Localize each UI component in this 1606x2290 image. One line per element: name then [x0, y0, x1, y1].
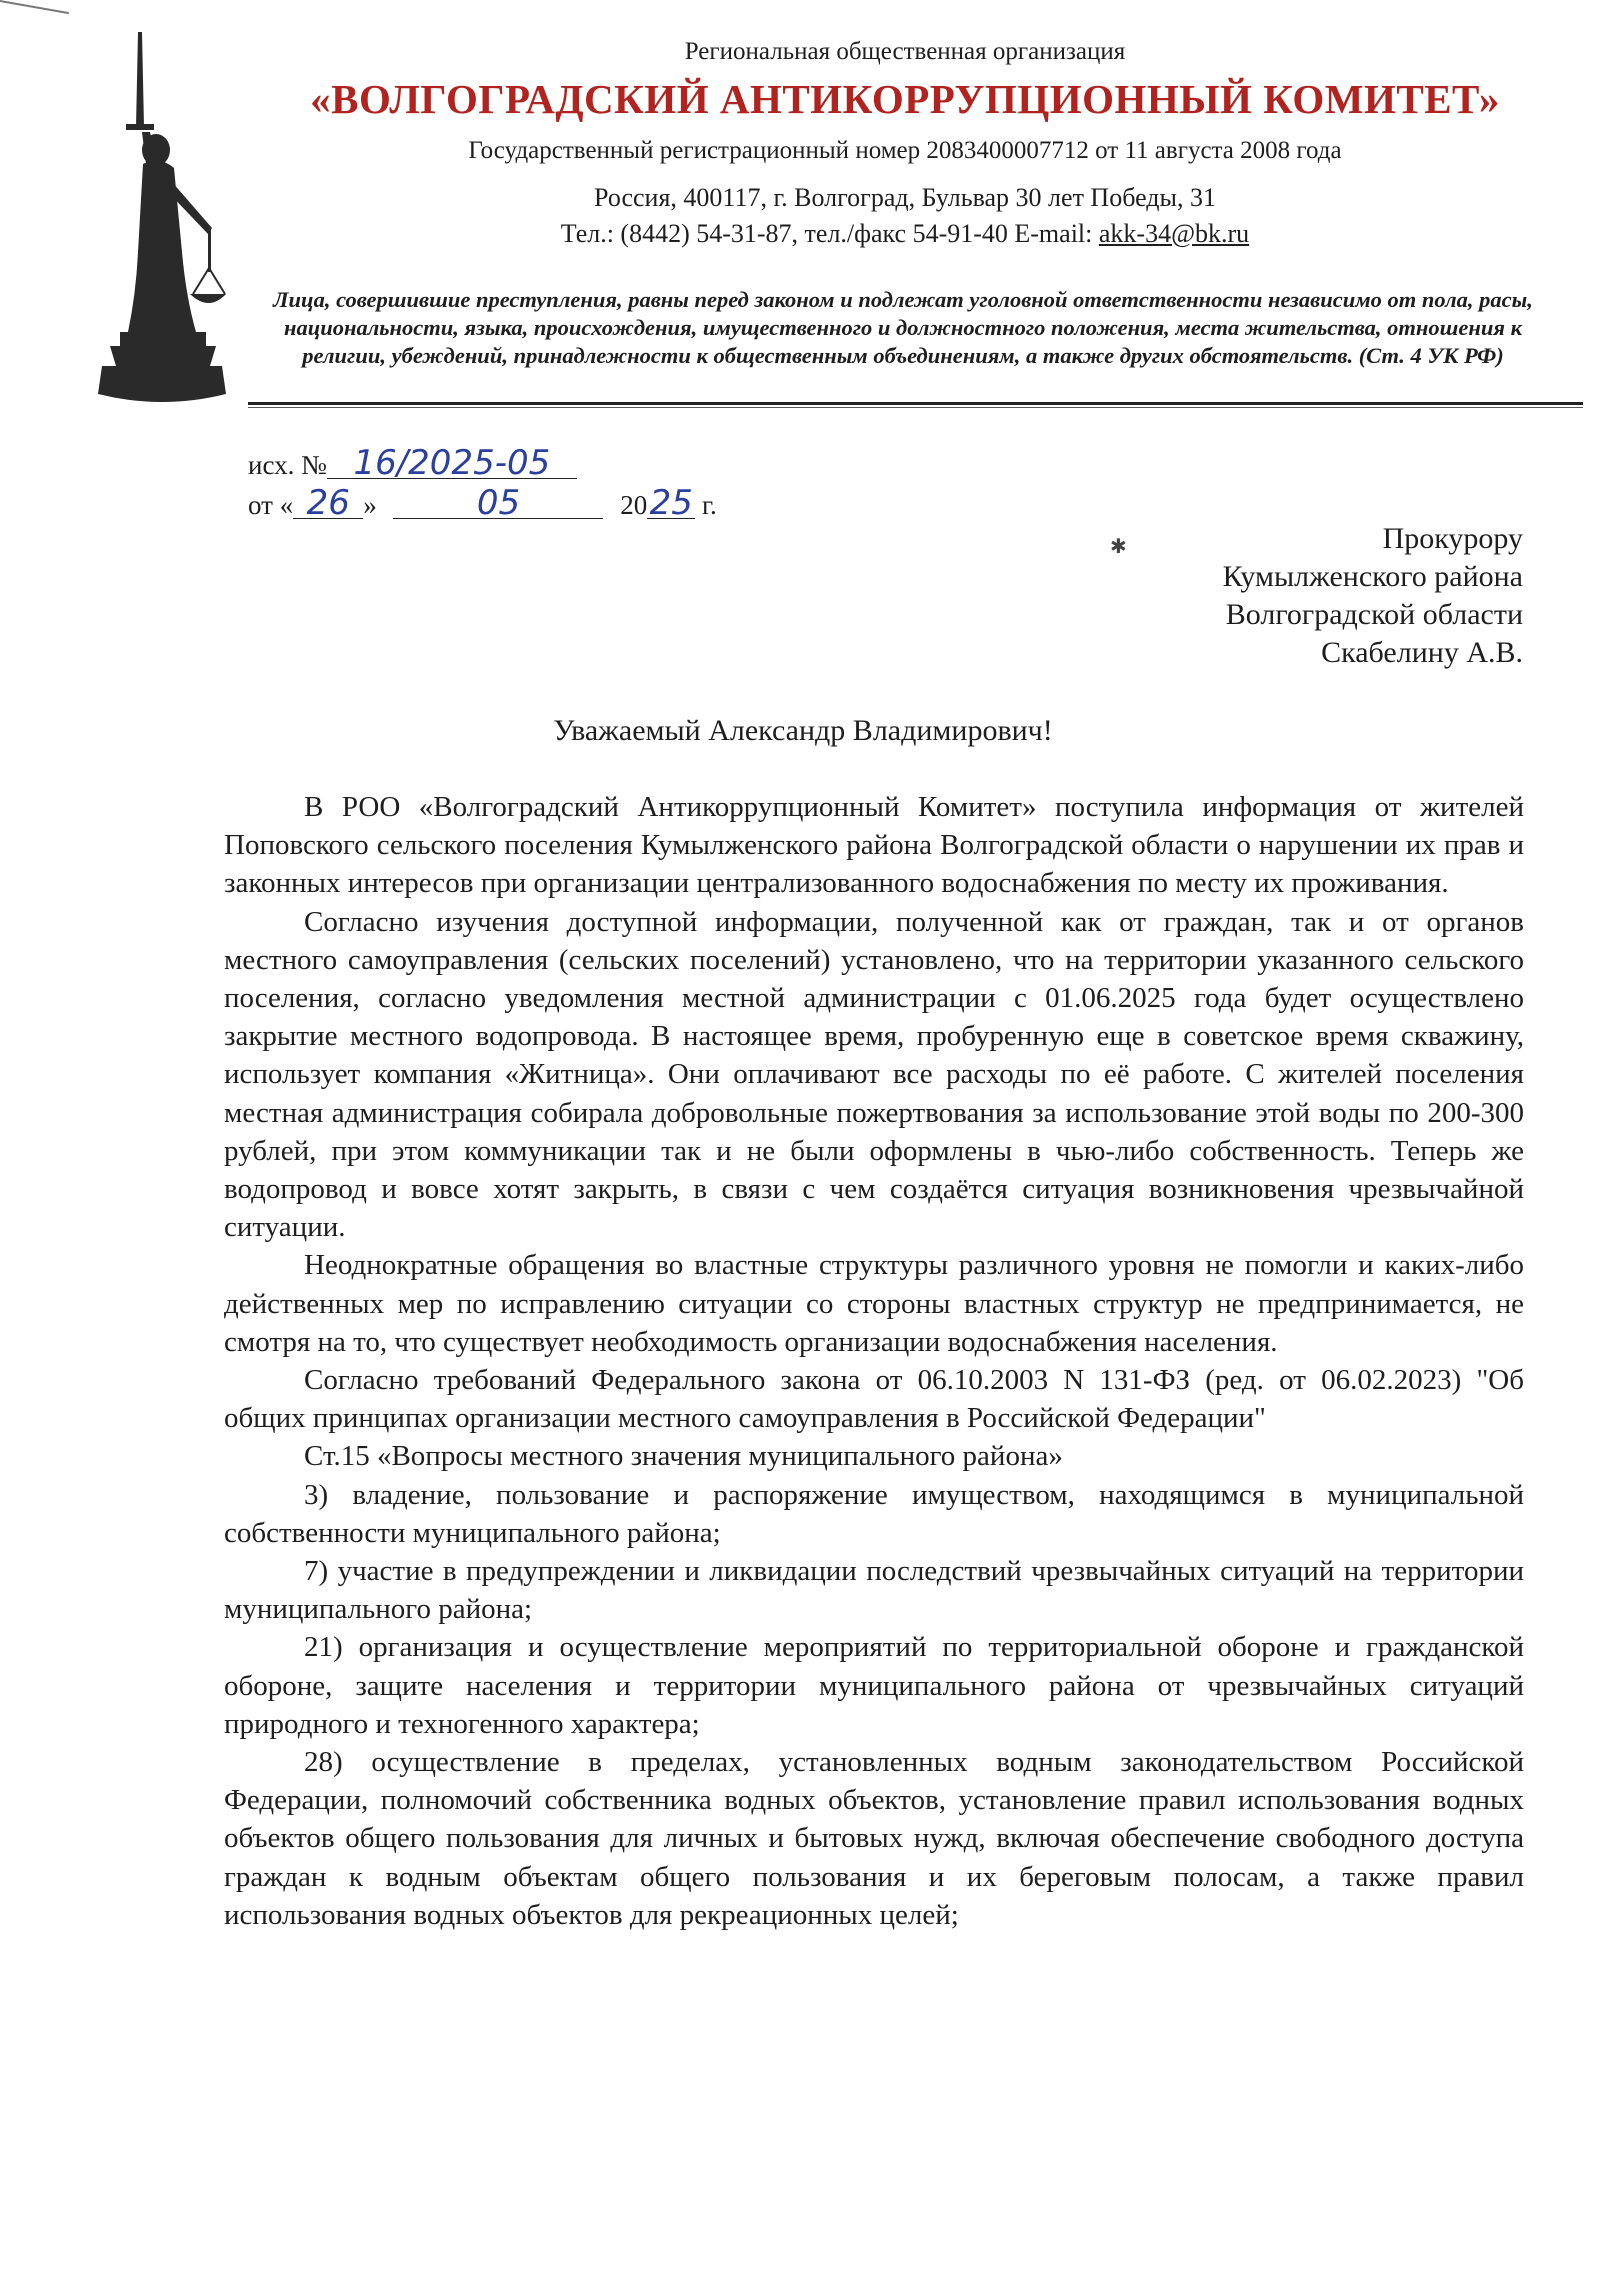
themis-statue-icon: [98, 32, 226, 410]
addressee-line-4: Скабелину А.В.: [1321, 636, 1523, 669]
paragraph-3: Неоднократные обращения во властные структуры различного уровня не помогли и каких-либо действенных мер по исправлению ситуации со стороны властных структур не предпринимается, не смотря на то, что существует необходимость организации водоснабжения населения.: [224, 1249, 1524, 1358]
date-month: 05: [393, 488, 603, 519]
paragraph-9: 28) осуществление в пределах, установленных водным законодательством Российской Федерации, полномочий собственника водных объектов, установление правил использования водных объектов общего пользования для личных и бытовых нужд, включая обеспечение свободного доступа граждан к водным объектам общего пользования и их береговым полосам, а также правил использования водных объектов для рекреационных целей;: [224, 1746, 1524, 1931]
email-link[interactable]: akk-34@bk.ru: [1098, 219, 1250, 248]
paragraph-8: 21) организация и осуществление мероприятий по территориальной обороне и гражданской обороне, защите населения и территории муниципального района от чрезвычайных ситуаций природного и техногенного характера;: [224, 1631, 1524, 1740]
paragraph-1: В РОО «Волгоградский Антикоррупционный Комитет» поступила информация от жителей Поповского сельского поселения Кумылженского района Волгоградской области о нарушении их прав и законных интересов при организации централизованного водоснабжения по месту их проживания.: [224, 791, 1524, 900]
pen-mark: ✱: [1110, 536, 1127, 558]
phone-text: Тел.: (8442) 54-31-87, тел./факс 54-91-40 E-mail:: [560, 219, 1099, 248]
header-divider-thin: [248, 407, 1583, 408]
date-year-suffix: 25: [647, 488, 695, 519]
paragraph-7: 7) участие в предупреждении и ликвидации последствий чрезвычайных ситуаций на территории муниципального района;: [224, 1555, 1524, 1626]
header-divider: [248, 402, 1583, 405]
date-day: 26: [293, 488, 363, 519]
registration-number: Государственный регистрационный номер 2083400007712 от 11 августа 2008 года: [468, 137, 1342, 164]
outgoing-reference: [248, 443, 717, 528]
addressee-line-1: Прокурору: [1382, 522, 1523, 555]
scan-artifact-line: [0, 0, 69, 14]
legal-motto: Лица, совершившие преступления, равны перед законом и подлежат уголовной ответственности независимо от пола, расы, национальности, языка, происхождения, имущественного и должностного положения, места жительства, отношения к религии, убеждений, принадлежности к общественным объединениям, а также других обстоятельств. (Ст. 4 УК РФ): [273, 287, 1533, 368]
date-year-prefix: 20: [620, 490, 648, 520]
paragraph-4: Согласно требований Федерального закона от 06.10.2003 N 131-ФЗ (ред. от 06.02.2023) "Об общих принципах организации местного самоуправления в Российской Федерации": [224, 1364, 1524, 1435]
date-year-end: г.: [695, 490, 717, 520]
paragraph-5: Ст.15 «Вопросы местного значения муниципального района»: [304, 1440, 1063, 1473]
outgoing-number-value: 16/2025-05: [327, 448, 577, 479]
date-prefix: от «: [248, 490, 294, 520]
letterhead: [250, 34, 1560, 252]
org-address: Россия, 400117, г. Волгоград, Бульвар 30 лет Победы, 31: [594, 183, 1216, 212]
org-type: Региональная общественная организация: [684, 38, 1126, 65]
org-contacts: [250, 216, 1560, 252]
addressee-line-3: Волгоградской области: [1225, 598, 1523, 631]
addressee-line-2: Кумылженского района: [1222, 560, 1523, 593]
paragraph-2: Согласно изучения доступной информации, полученной как от граждан, так и от органов местного самоуправления (сельских поселений) установлено, что на территории указанного сельского поселения, согласно уведомления местной администрации с 01.06.2025 года будет осуществлено закрытие местного водопровода. В настоящее время, пробуренную еще в советское время скважину, использует компания «Житница». Они оплачивают все расходы по её работе. С жителей поселения местная администрация собирала добровольные пожертвования за использование этой воды по 200-300 рублей, при этом коммуникации так и не были оформлены в чью-либо собственность. Теперь же водопровод и вовсе хотят закрыть, в связи с чем создаётся ситуация возникновения чрезвычайной ситуации.: [224, 905, 1524, 1244]
date-day-close: »: [363, 490, 377, 520]
salutation: Уважаемый Александр Владимирович!: [553, 714, 1053, 747]
outgoing-number-label: исх. №: [248, 450, 327, 480]
outgoing-number-row: [248, 443, 717, 488]
org-name: «ВОЛГОГРАДСКИЙ АНТИКОРРУПЦИОННЫЙ КОМИТЕТ»: [310, 76, 1500, 122]
addressee-block: [1223, 520, 1523, 672]
letter-body: [224, 788, 1524, 1934]
outgoing-date-row: [248, 483, 717, 528]
paragraph-6: 3) владение, пользование и распоряжение имуществом, находящимся в муниципальной собственности муниципального района;: [224, 1478, 1524, 1549]
